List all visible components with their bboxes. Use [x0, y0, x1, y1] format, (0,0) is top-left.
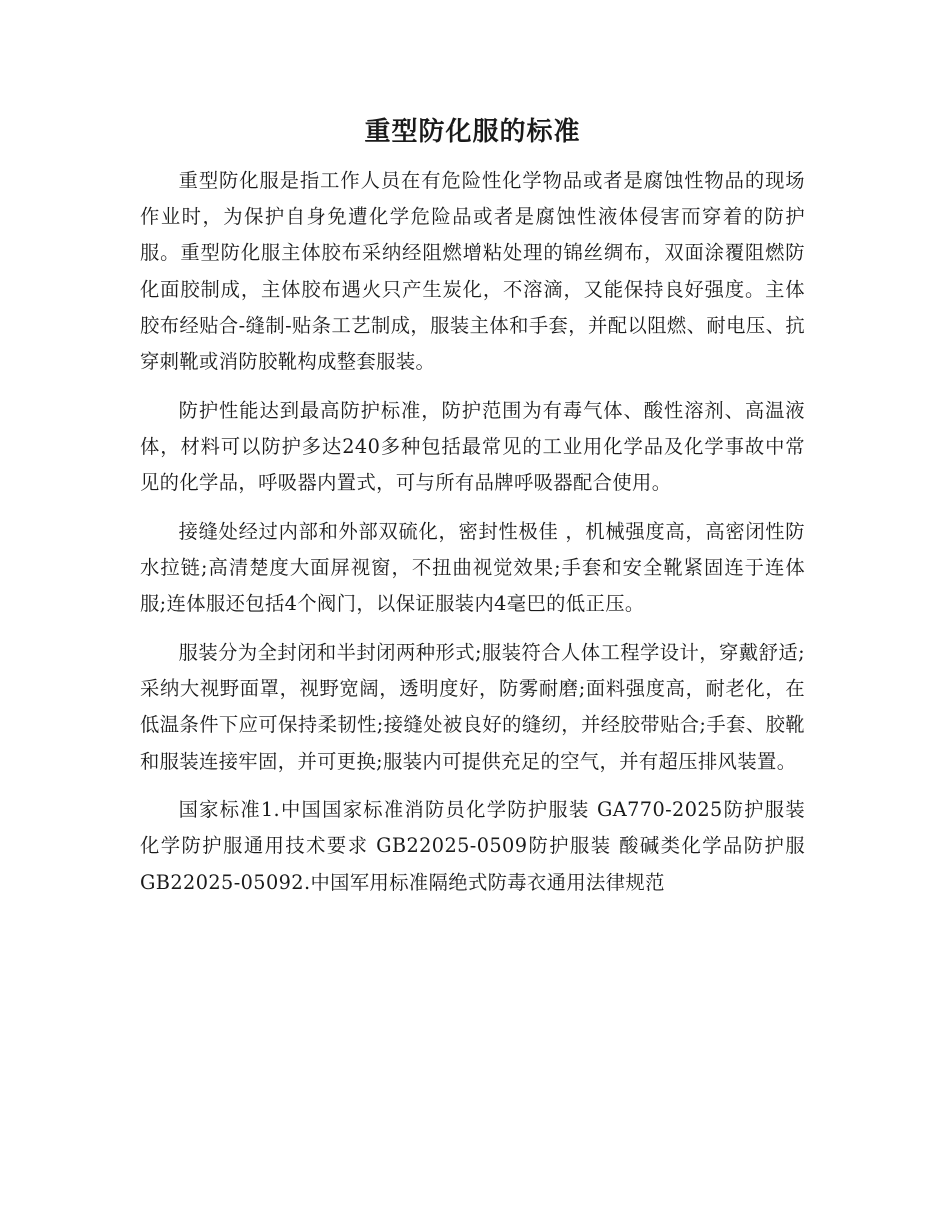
- paragraph-2: 防护性能达到最高防护标准，防护范围为有毒气体、酸性溶剂、高温液体，材料可以防护多达240多种包括最常见的工业用化学品及化学事故中常见的化学品，呼吸器内置式，可与所有品牌呼吸器配合使用。: [140, 398, 805, 495]
- paragraph-5: 国家标准1.中国国家标准消防员化学防护服装 GA770-2025防护服装 化学防护服通用技术要求 GB22025-0509防护服装 酸碱类化学品防护服 GB22025-05092.中国军用标准隔绝式防毒衣通用法律规范: [140, 798, 805, 894]
- paragraph-3: 接缝处经过内部和外部双硫化，密封性极佳 ，机械强度高，高密闭性防水拉链;高清楚度大面屏视窗，不扭曲视觉效果;手套和安全靴紧固连于连体服;连体服还包括4个阀门，以保证服装内4毫巴的低正压。: [140, 519, 805, 616]
- paragraph-4: 服装分为全封闭和半封闭两种形式;服装符合人体工程学设计，穿戴舒适;采纳大视野面罩，视野宽阔，透明度好，防雾耐磨;面料强度高，耐老化，在低温条件下应可保持柔韧性;接缝处被良好的缝纫，并经胶带贴合;手套、胶靴和服装连接牢固，并可更换;服装内可提供充足的空气，并有超压排风装置。: [140, 640, 805, 773]
- document-title: 重型防化服的标准: [364, 117, 581, 147]
- paragraph-1: 重型防化服是指工作人员在有危险性化学物品或者是腐蚀性物品的现场作业时，为保护自身免遭化学危险品或者是腐蚀性液体侵害而穿着的防护服。重型防化服主体胶布采纳经阻燃增粘处理的锦丝绸布，双面涂覆阻燃防化面胶制成，主体胶布遇火只产生炭化，不溶滴，又能保持良好强度。主体胶布经贴合-缝制-贴条工艺制成，服装主体和手套，并配以阻燃、耐电压、抗穿刺靴或消防胶靴构成整套服装。: [140, 169, 805, 374]
- document-page: [140, 112, 805, 913]
